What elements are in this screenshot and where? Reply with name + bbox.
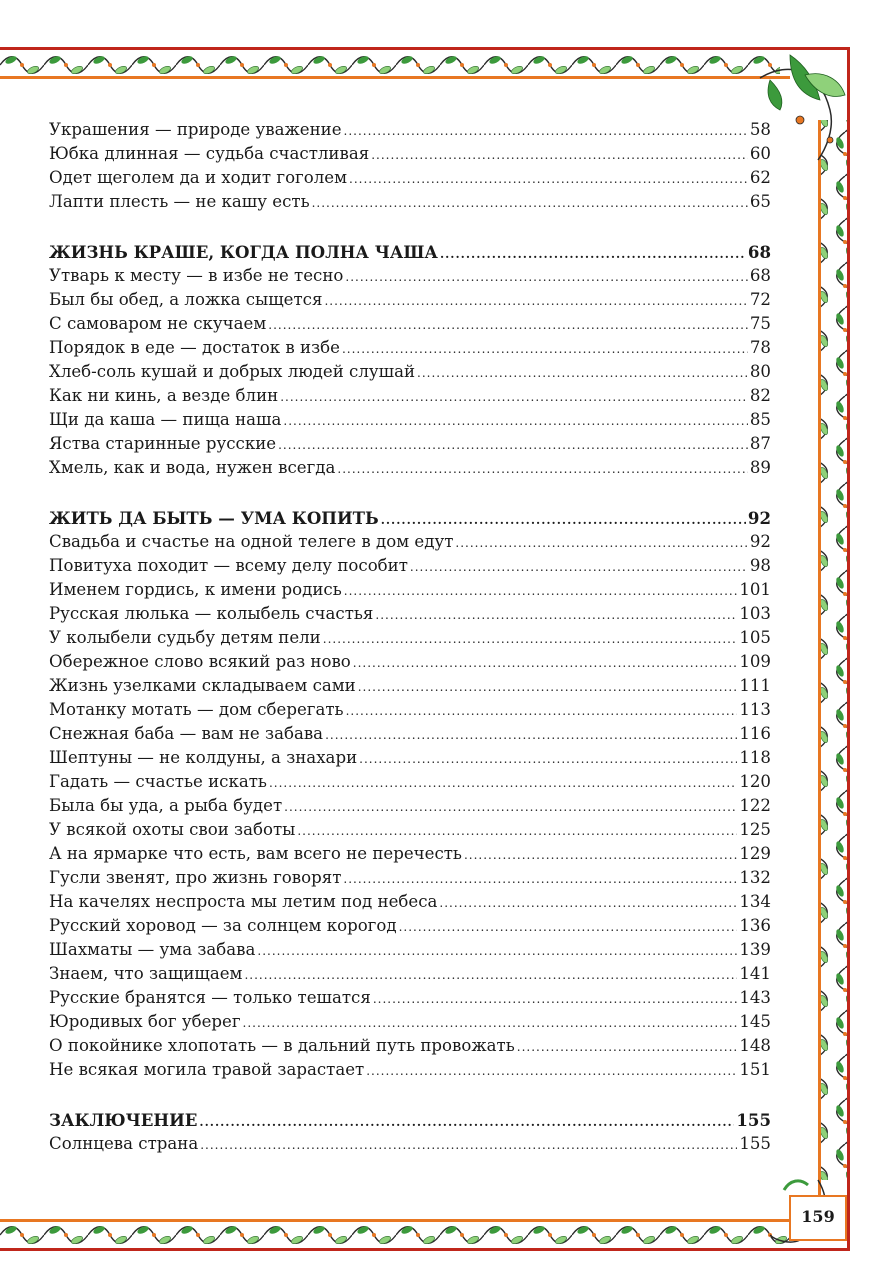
toc-entry[interactable] [49, 408, 771, 432]
toc-page: 125 [739, 820, 771, 839]
toc-entry[interactable] [49, 674, 771, 698]
toc-section-heading[interactable] [49, 506, 771, 530]
toc-title: Не всякая могила травой зарастает [49, 1060, 365, 1079]
toc-page: 134 [739, 892, 771, 911]
toc-entry[interactable] [49, 578, 771, 602]
toc-page: 85 [749, 410, 771, 429]
toc-page: 151 [739, 1060, 771, 1079]
toc-entry[interactable] [49, 866, 771, 890]
toc-title: Гадать — счастье искать [49, 772, 267, 791]
toc-page: 141 [739, 964, 771, 983]
toc-page: 132 [739, 868, 771, 887]
toc-title: Утварь к месту — в избе не тесно [49, 266, 344, 285]
toc-section-heading[interactable] [49, 240, 771, 264]
toc-entry[interactable] [49, 770, 771, 794]
toc-title: ЖИЗНЬ КРАШЕ, КОГДА ПОЛНА ЧАША [49, 242, 438, 262]
toc-title: Повитуха походит — всему делу пособит [49, 556, 408, 575]
toc-title: Хмель, как и вода, нужен всегда [49, 458, 336, 477]
toc-entry[interactable] [49, 384, 771, 408]
toc-entry[interactable] [49, 842, 771, 866]
toc-page: 145 [739, 1012, 771, 1031]
toc-title: Жизнь узелками складываем сами [49, 676, 356, 695]
toc-title: О покойнике хлопотать — в дальний путь провожать [49, 1036, 515, 1055]
table-of-contents [49, 118, 771, 1156]
toc-title: Шептуны — не колдуны, а знахари [49, 748, 358, 767]
toc-entry[interactable] [49, 746, 771, 770]
toc-entry[interactable] [49, 986, 771, 1010]
toc-page: 120 [739, 772, 771, 791]
toc-page: 148 [739, 1036, 771, 1055]
toc-page: 68 [749, 266, 771, 285]
toc-entry[interactable] [49, 1034, 771, 1058]
toc-page: 65 [749, 192, 771, 211]
toc-page: 136 [739, 916, 771, 935]
toc-title: Русская люлька — колыбель счастья [49, 604, 374, 623]
toc-entry[interactable] [49, 794, 771, 818]
toc-entry[interactable] [49, 914, 771, 938]
toc-page: 113 [739, 700, 771, 719]
toc-title: Как ни кинь, а везде блин [49, 386, 279, 405]
toc-section-heading[interactable] [49, 1108, 771, 1132]
toc-entry[interactable] [49, 432, 771, 456]
toc-entry[interactable] [49, 530, 771, 554]
toc-title: Хлеб-соль кушай и добрых людей слушай [49, 362, 416, 381]
toc-entry[interactable] [49, 554, 771, 578]
toc-page: 68 [747, 242, 771, 262]
toc-entry[interactable] [49, 142, 771, 166]
toc-title: У всякой охоты свои заботы [49, 820, 296, 839]
toc-title: Был бы обед, а ложка сыщется [49, 290, 323, 309]
toc-entry[interactable] [49, 818, 771, 842]
toc-entry[interactable] [49, 190, 771, 214]
toc-page: 62 [749, 168, 771, 187]
toc-title: Солнцева страна [49, 1134, 199, 1153]
toc-title: С самоваром не скучаем [49, 314, 267, 333]
toc-title: Украшения — природе уважение [49, 120, 342, 139]
toc-entry[interactable] [49, 722, 771, 746]
toc-page: 111 [739, 676, 771, 695]
toc-page: 60 [749, 144, 771, 163]
toc-entry[interactable] [49, 890, 771, 914]
toc-title: Русские бранятся — только тешатся [49, 988, 371, 1007]
toc-page: 82 [749, 386, 771, 405]
toc-page: 118 [739, 748, 771, 767]
toc-title: Лапти плесть — не кашу есть [49, 192, 310, 211]
toc-entry[interactable] [49, 626, 771, 650]
toc-page: 58 [749, 120, 771, 139]
toc-page: 78 [749, 338, 771, 357]
toc-title: Юродивых бог уберег [49, 1012, 241, 1031]
toc-title: Мотанку мотать — дом сберегать [49, 700, 344, 719]
toc-entry[interactable] [49, 938, 771, 962]
toc-title: Щи да каша — пища наша [49, 410, 282, 429]
toc-title: У колыбели судьбу детям пели [49, 628, 321, 647]
toc-entry[interactable] [49, 166, 771, 190]
toc-page: 103 [739, 604, 771, 623]
toc-page: 155 [736, 1110, 771, 1130]
toc-title: Именем гордись, к имени родись [49, 580, 342, 599]
toc-entry[interactable] [49, 962, 771, 986]
toc-page: 143 [739, 988, 771, 1007]
toc-page: 129 [739, 844, 771, 863]
toc-title: Была бы уда, а рыба будет [49, 796, 283, 815]
toc-entry[interactable] [49, 118, 771, 142]
toc-entry[interactable] [49, 288, 771, 312]
toc-page: 155 [739, 1134, 771, 1153]
toc-page: 105 [739, 628, 771, 647]
page-number: 159 [801, 1207, 835, 1226]
toc-title: Снежная баба — вам не забава [49, 724, 324, 743]
toc-page: 75 [749, 314, 771, 333]
toc-entry[interactable] [49, 1132, 771, 1156]
toc-title: Шахматы — ума забава [49, 940, 256, 959]
toc-page: 139 [739, 940, 771, 959]
toc-entry[interactable] [49, 650, 771, 674]
toc-page: 72 [749, 290, 771, 309]
toc-page: 92 [749, 532, 771, 551]
toc-title: Обережное слово всякий раз ново [49, 652, 351, 671]
toc-page: 89 [749, 458, 771, 477]
toc-entry[interactable] [49, 1058, 771, 1082]
toc-title: Русский хоровод — за солнцем корогод [49, 916, 397, 935]
toc-entry[interactable] [49, 698, 771, 722]
toc-title: ЖИТЬ ДА БЫТЬ — УМА КОПИТЬ [49, 508, 379, 528]
toc-title: Свадьба и счастье на одной телеге в дом едут [49, 532, 454, 551]
toc-title: Одет щеголем да и ходит гоголем [49, 168, 348, 187]
toc-entry[interactable] [49, 264, 771, 288]
toc-page: 122 [739, 796, 771, 815]
toc-title: ЗАКЛЮЧЕНИЕ [49, 1110, 198, 1130]
toc-page: 98 [749, 556, 771, 575]
toc-title: Порядок в еде — достаток в избе [49, 338, 340, 357]
toc-entry[interactable] [49, 456, 771, 480]
toc-entry[interactable] [49, 312, 771, 336]
toc-page: 92 [747, 508, 771, 528]
toc-title: Гусли звенят, про жизнь говорят [49, 868, 342, 887]
toc-title: На качелях неспроста мы летим под небеса [49, 892, 438, 911]
toc-page: 116 [739, 724, 771, 743]
toc-entry[interactable] [49, 360, 771, 384]
toc-title: Яства старинные русские [49, 434, 277, 453]
toc-entry[interactable] [49, 1010, 771, 1034]
toc-title: А на ярмарке что есть, вам всего не перечесть [49, 844, 462, 863]
toc-title: Знаем, что защищаем [49, 964, 243, 983]
toc-title: Юбка длинная — судьба счастливая [49, 144, 370, 163]
toc-page: 87 [749, 434, 771, 453]
toc-page: 101 [739, 580, 771, 599]
toc-page: 109 [739, 652, 771, 671]
toc-page: 80 [749, 362, 771, 381]
toc-entry[interactable] [49, 336, 771, 360]
toc-entry[interactable] [49, 602, 771, 626]
